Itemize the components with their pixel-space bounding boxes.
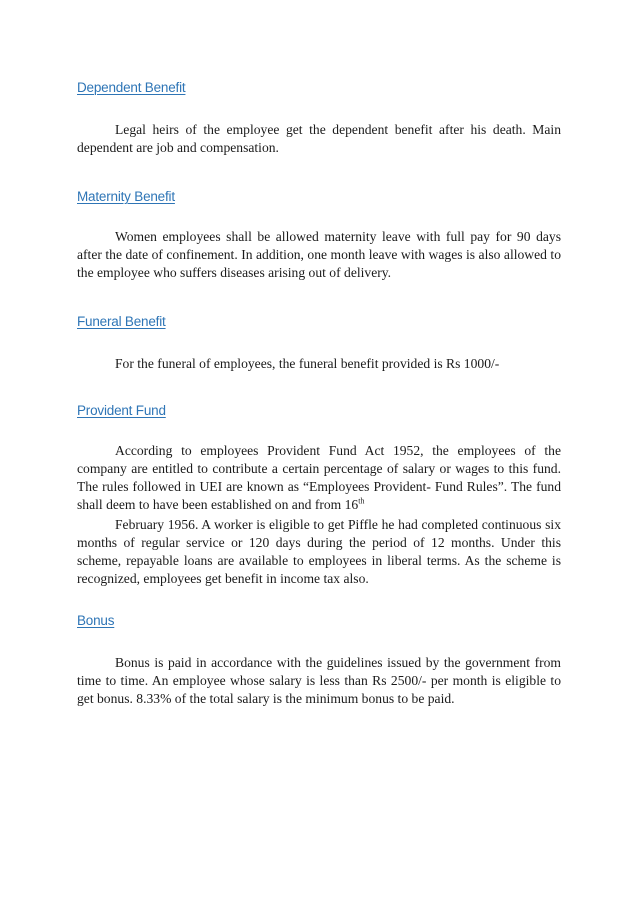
paragraph-dependent-benefit: Legal heirs of the employee get the dependent benefit after his death. Main dependent are job and compensation. (77, 122, 561, 155)
paragraph-bonus: Bonus is paid in accordance with the guidelines issued by the government from time to time. An employee whose salary is less than Rs 2500/- per month is eligible to get bonus. 8.33% of the total salary is the minimum bonus to be paid. (77, 655, 561, 706)
heading-dependent-benefit: Dependent Benefit (77, 80, 186, 95)
paragraph-provident-fund-2: February 1956. A worker is eligible to get Piffle he had completed continuous six months of regular service or 120 days during the period of 12 months. Under this scheme, repayable loans are available to employees in liberal terms. As the scheme is recognized, employees get benefit in income tax also. (77, 517, 561, 586)
heading-provident-fund: Provident Fund (77, 403, 166, 418)
paragraph-funeral-benefit: For the funeral of employees, the funeral benefit provided is Rs 1000/- (115, 356, 500, 371)
paragraph-provident-fund-1 (77, 442, 561, 514)
heading-maternity-benefit: Maternity Benefit (77, 189, 175, 204)
paragraph-maternity-benefit: Women employees shall be allowed maternity leave with full pay for 90 days after the date of confinement. In addition, one month leave with wages is also allowed to the employee who suffers diseases arising out of delivery. (77, 229, 561, 280)
superscript-ordinal: th (358, 496, 365, 506)
heading-funeral-benefit: Funeral Benefit (77, 314, 166, 329)
paragraph-provident-fund-1-text: According to employees Provident Fund Act 1952, the employees of the company are entitled to contribute a certain percentage of salary or wages to this fund. The rules followed in UEI are known as “Employees Provident- Fund Rules”. The fund shall deem to have been established on and from 16 (77, 443, 561, 512)
heading-bonus: Bonus (77, 613, 115, 628)
